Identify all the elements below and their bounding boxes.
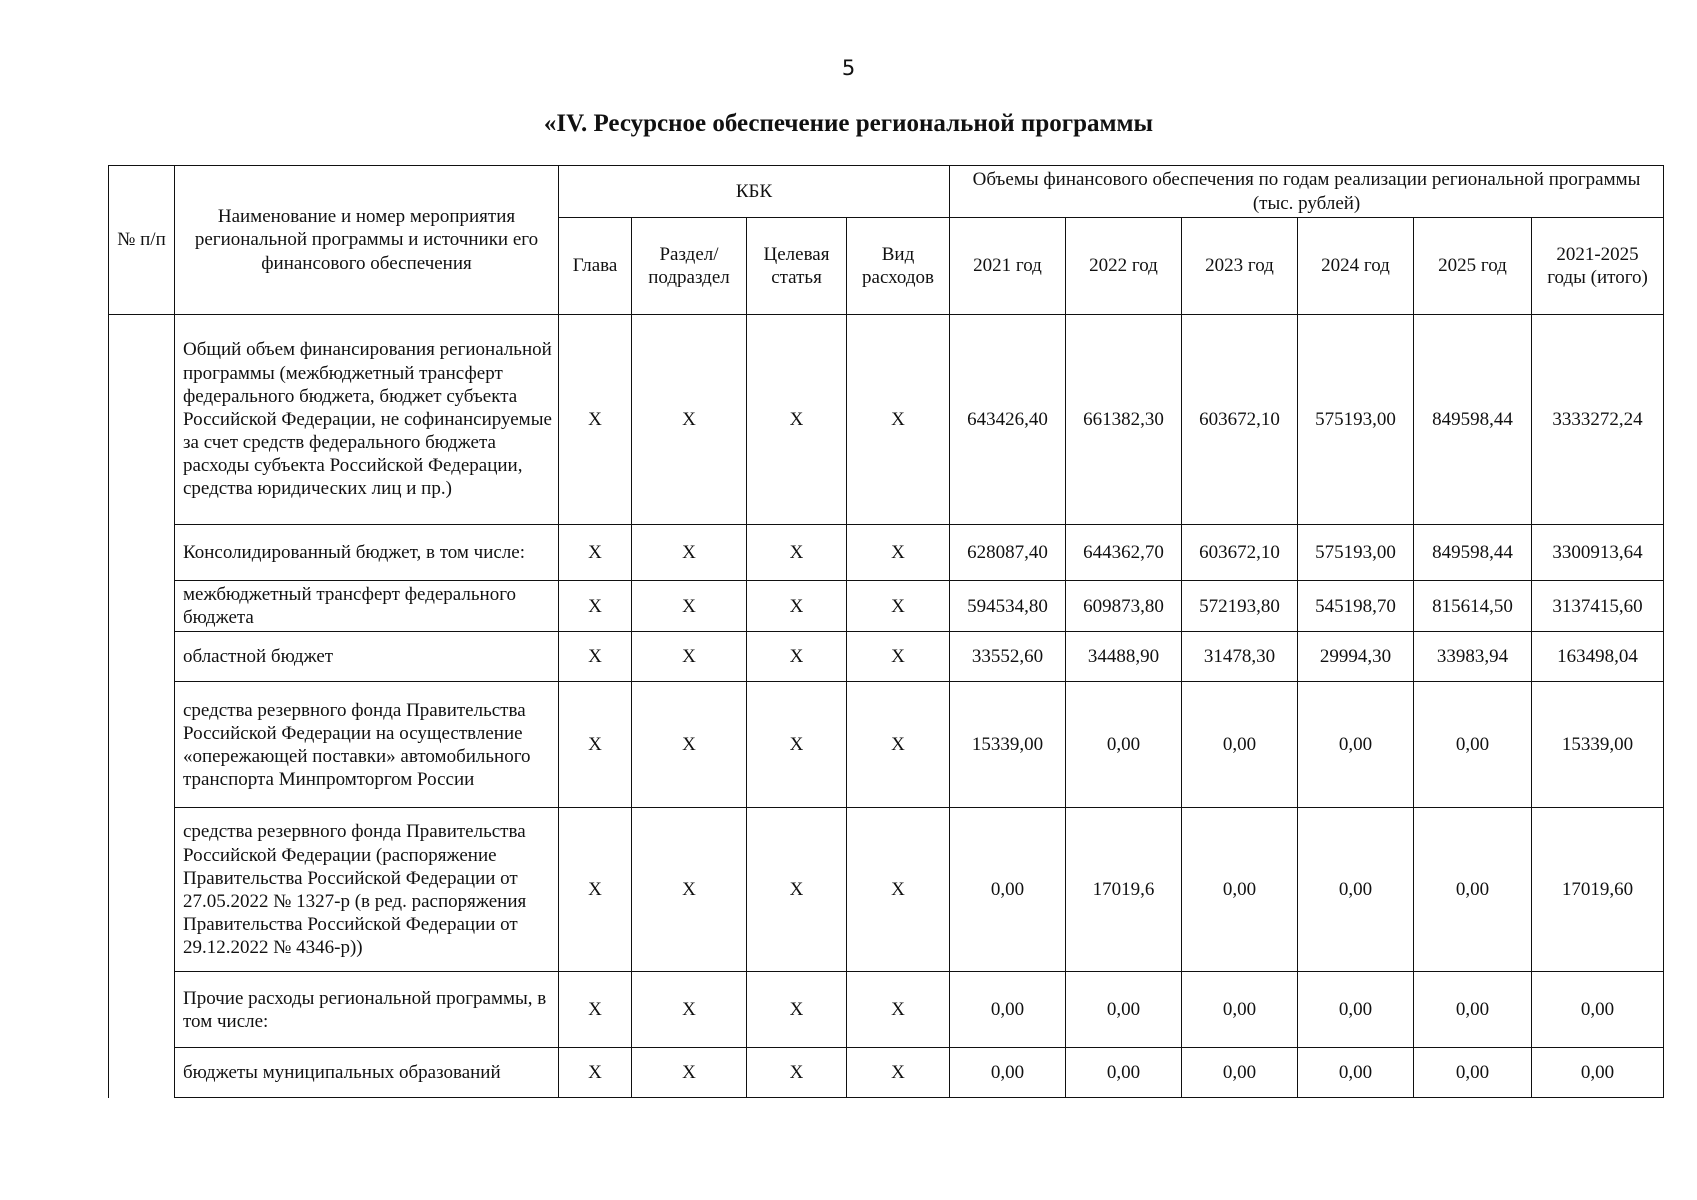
cell-y2025: 849598,44 (1414, 315, 1532, 525)
row-name: Прочие расходы региональной программы, в том числе: (175, 972, 559, 1048)
header-name: Наименование и номер мероприятия региональной программы и источники его финансового обеспечения (175, 166, 559, 315)
cell-y2022: 17019,6 (1066, 808, 1182, 972)
header-vid: Вид расходов (847, 218, 950, 315)
cell-razdel: X (632, 972, 747, 1048)
cell-razdel: X (632, 1048, 747, 1098)
cell-razdel: X (632, 315, 747, 525)
row-number-cell (109, 1048, 175, 1098)
header-2021: 2021 год (950, 218, 1066, 315)
cell-y2022: 0,00 (1066, 682, 1182, 808)
cell-total: 3300913,64 (1532, 525, 1664, 581)
cell-y2022: 0,00 (1066, 1048, 1182, 1098)
cell-total: 3137415,60 (1532, 581, 1664, 632)
cell-vid: X (847, 581, 950, 632)
cell-vid: X (847, 315, 950, 525)
cell-celevaya: X (747, 581, 847, 632)
cell-celevaya: X (747, 1048, 847, 1098)
cell-total: 0,00 (1532, 972, 1664, 1048)
header-celevaya: Целевая статья (747, 218, 847, 315)
cell-y2025: 815614,50 (1414, 581, 1532, 632)
cell-glava: X (559, 581, 632, 632)
cell-y2025: 0,00 (1414, 1048, 1532, 1098)
page-number: 5 (841, 56, 856, 80)
cell-y2021: 15339,00 (950, 682, 1066, 808)
cell-y2024: 575193,00 (1298, 525, 1414, 581)
header-2024: 2024 год (1298, 218, 1414, 315)
row-number-cell (109, 315, 175, 525)
row-number-cell (109, 581, 175, 632)
cell-y2024: 29994,30 (1298, 632, 1414, 682)
row-name: средства резервного фонда Правительства Российской Федерации (распоряжение Правительства Российской Федерации от 27.05.2022 № 1327-р (в ред. распоряжения Правительства Российской Федерации от 29.12.2022 № 4346-р)) (175, 808, 559, 972)
cell-y2025: 0,00 (1414, 808, 1532, 972)
cell-y2023: 0,00 (1182, 808, 1298, 972)
header-num: № п/п (109, 166, 175, 315)
cell-celevaya: X (747, 972, 847, 1048)
cell-y2025: 849598,44 (1414, 525, 1532, 581)
cell-y2021: 643426,40 (950, 315, 1066, 525)
cell-razdel: X (632, 632, 747, 682)
cell-glava: X (559, 682, 632, 808)
cell-glava: X (559, 972, 632, 1048)
table-row (109, 525, 1664, 581)
row-name: средства резервного фонда Правительства Российской Федерации на осуществление «опережающей поставки» автомобильного транспорта Минпромторгом России (175, 682, 559, 808)
cell-celevaya: X (747, 808, 847, 972)
table-row (109, 1048, 1664, 1098)
row-number-cell (109, 525, 175, 581)
row-name: областной бюджет (175, 632, 559, 682)
cell-y2022: 0,00 (1066, 972, 1182, 1048)
cell-celevaya: X (747, 632, 847, 682)
cell-y2021: 33552,60 (950, 632, 1066, 682)
cell-total: 3333272,24 (1532, 315, 1664, 525)
cell-y2024: 0,00 (1298, 808, 1414, 972)
cell-total: 0,00 (1532, 1048, 1664, 1098)
cell-y2023: 603672,10 (1182, 315, 1298, 525)
cell-y2023: 572193,80 (1182, 581, 1298, 632)
cell-y2023: 0,00 (1182, 682, 1298, 808)
cell-glava: X (559, 525, 632, 581)
cell-y2023: 603672,10 (1182, 525, 1298, 581)
cell-y2022: 34488,90 (1066, 632, 1182, 682)
cell-razdel: X (632, 525, 747, 581)
cell-glava: X (559, 1048, 632, 1098)
table-row (109, 315, 1664, 525)
cell-glava: X (559, 808, 632, 972)
table-row (109, 682, 1664, 808)
cell-total: 163498,04 (1532, 632, 1664, 682)
cell-razdel: X (632, 682, 747, 808)
cell-total: 15339,00 (1532, 682, 1664, 808)
cell-y2024: 0,00 (1298, 972, 1414, 1048)
header-volumes: Объемы финансового обеспечения по годам реализации региональной программы (тыс. рублей) (950, 166, 1664, 218)
cell-y2024: 0,00 (1298, 682, 1414, 808)
table-row (109, 632, 1664, 682)
row-number-cell (109, 682, 175, 808)
table-row (109, 581, 1664, 632)
cell-y2022: 609873,80 (1066, 581, 1182, 632)
cell-y2023: 0,00 (1182, 972, 1298, 1048)
row-name: межбюджетный трансферт федерального бюджета (175, 581, 559, 632)
cell-glava: X (559, 632, 632, 682)
cell-razdel: X (632, 808, 747, 972)
cell-vid: X (847, 682, 950, 808)
cell-glava: X (559, 315, 632, 525)
cell-y2021: 0,00 (950, 808, 1066, 972)
section-title: «IV. Ресурсное обеспечение региональной программы (543, 110, 1154, 137)
cell-y2021: 0,00 (950, 972, 1066, 1048)
cell-y2024: 0,00 (1298, 1048, 1414, 1098)
header-2023: 2023 год (1182, 218, 1298, 315)
cell-vid: X (847, 808, 950, 972)
cell-y2025: 0,00 (1414, 682, 1532, 808)
cell-y2023: 31478,30 (1182, 632, 1298, 682)
cell-celevaya: X (747, 682, 847, 808)
cell-y2024: 575193,00 (1298, 315, 1414, 525)
header-glava: Глава (559, 218, 632, 315)
resource-table (108, 165, 1664, 1098)
header-kbk: КБК (559, 166, 950, 218)
header-razdel: Раздел/ подраздел (632, 218, 747, 315)
row-number-cell (109, 632, 175, 682)
row-name: Консолидированный бюджет, в том числе: (175, 525, 559, 581)
cell-y2025: 33983,94 (1414, 632, 1532, 682)
cell-y2023: 0,00 (1182, 1048, 1298, 1098)
cell-y2024: 545198,70 (1298, 581, 1414, 632)
cell-y2022: 661382,30 (1066, 315, 1182, 525)
row-number-cell (109, 972, 175, 1048)
cell-celevaya: X (747, 315, 847, 525)
cell-vid: X (847, 1048, 950, 1098)
table-row (109, 808, 1664, 972)
header-2025: 2025 год (1414, 218, 1532, 315)
cell-total: 17019,60 (1532, 808, 1664, 972)
cell-y2021: 594534,80 (950, 581, 1066, 632)
cell-celevaya: X (747, 525, 847, 581)
cell-vid: X (847, 632, 950, 682)
row-name: бюджеты муниципальных образований (175, 1048, 559, 1098)
row-name: Общий объем финансирования региональной программы (межбюджетный трансферт федерального бюджета, бюджет субъекта Российской Федерации, не софинансируемые за счет средств федерального бюджета расходы субъекта Российской Федерации, средства юридических лиц и пр.) (175, 315, 559, 525)
cell-y2025: 0,00 (1414, 972, 1532, 1048)
cell-razdel: X (632, 581, 747, 632)
table-row (109, 972, 1664, 1048)
header-2022: 2022 год (1066, 218, 1182, 315)
row-number-cell (109, 808, 175, 972)
header-total: 2021-2025 годы (итого) (1532, 218, 1664, 315)
cell-y2022: 644362,70 (1066, 525, 1182, 581)
cell-y2021: 0,00 (950, 1048, 1066, 1098)
cell-vid: X (847, 525, 950, 581)
cell-y2021: 628087,40 (950, 525, 1066, 581)
cell-vid: X (847, 972, 950, 1048)
